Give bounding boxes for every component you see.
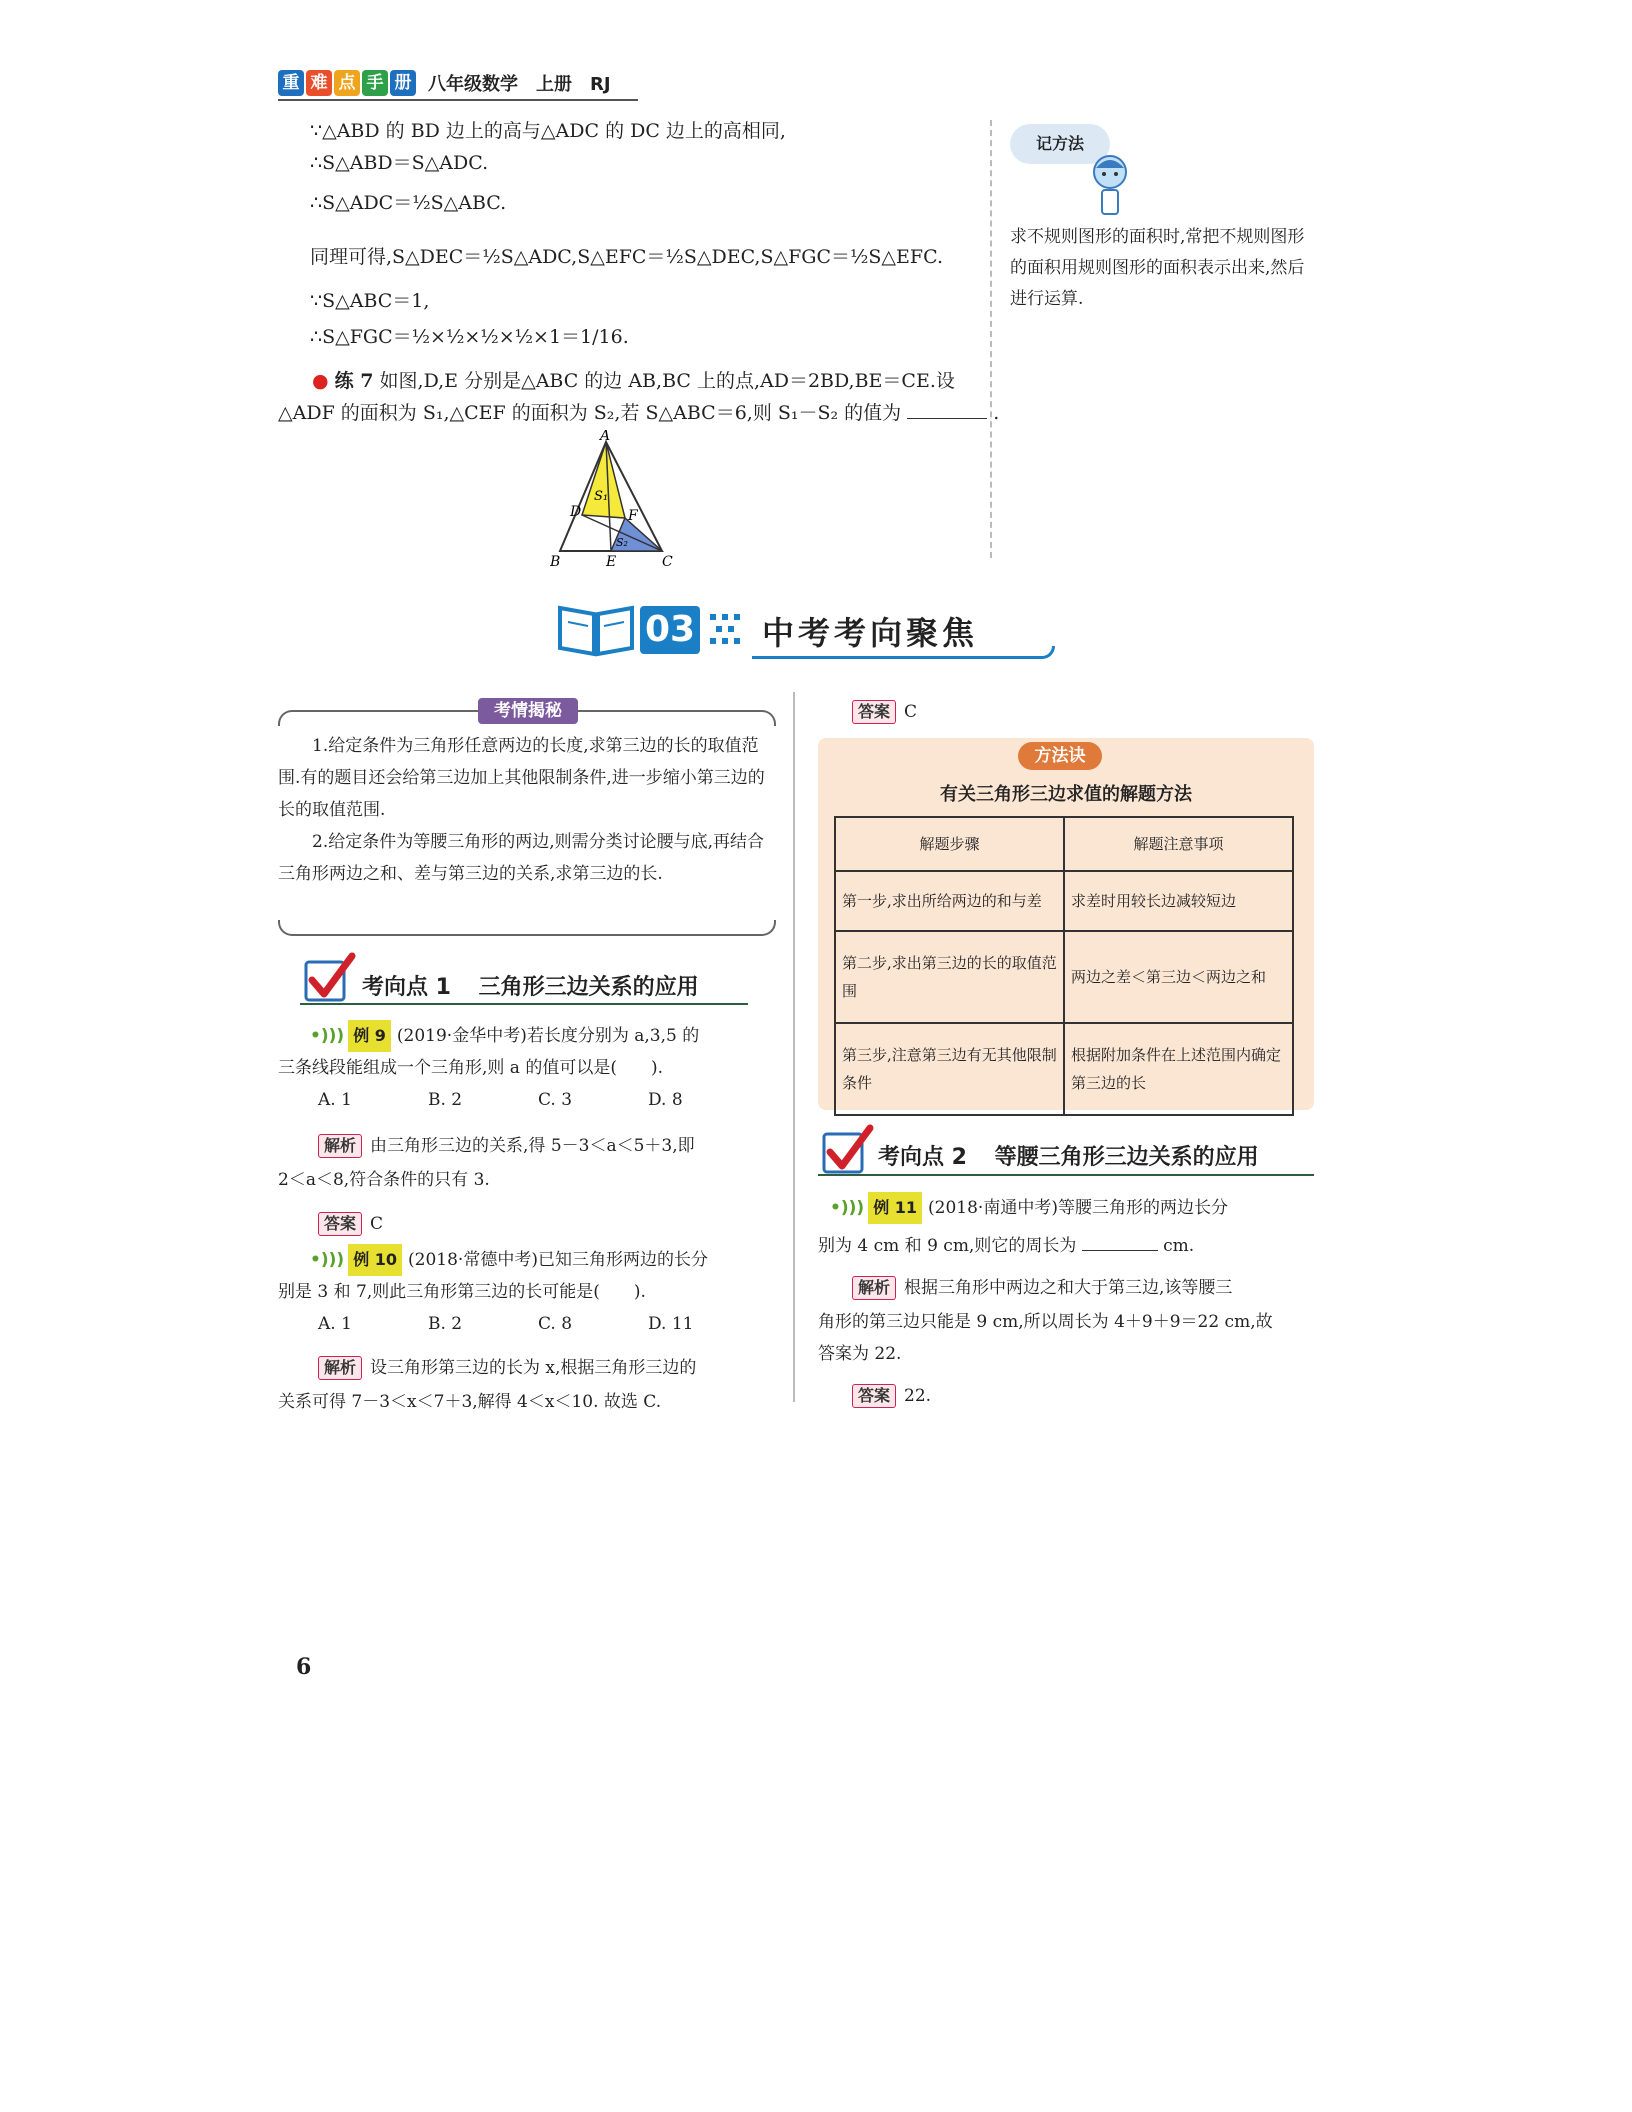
- ex11-q2a: 别为 4 cm 和 9 cm,则它的周长为: [818, 1236, 1077, 1256]
- brand-char: 难: [306, 70, 332, 96]
- answer-blank: [1082, 1232, 1158, 1251]
- practice-text-1: 如图,D,E 分别是△ABC 的边 AB,BC 上的点,AD＝2BD,BE＝CE.设: [379, 370, 955, 392]
- option-b: B. 2: [428, 1090, 463, 1110]
- page-number: 6: [296, 1654, 312, 1680]
- ex10-answer: [852, 696, 917, 728]
- exam-insight-p1: 1.给定条件为三角形任意两边的长度,求第三边的长的取值范围.有的题目还会给第三边加上其他限制条件,进一步缩小第三边的长的取值范围.: [278, 736, 765, 820]
- student-cartoon-icon: [1088, 150, 1132, 220]
- brand-char: 册: [390, 70, 416, 96]
- exam-insight-p2: 2.给定条件为等腰三角形的两边,则需分类讨论腰与底,再结合三角形两边之和、差与第三边的关系,求第三边的长.: [278, 832, 765, 884]
- method-tag: 方法诀: [1018, 742, 1102, 770]
- region-s1: [582, 442, 625, 518]
- proof-line: 同理可得,S△DEC＝½S△ADC,S△EFC＝½S△DEC,S△FGC＝½S△EFC.: [310, 246, 943, 268]
- practice-text-2: △ADF 的面积为 S₁,△CEF 的面积为 S₂,若 S△ABC＝6,则 S₁－S₂ 的值为: [278, 402, 902, 424]
- kp2-heading: [878, 1140, 1259, 1171]
- ex10-a2: 关系可得 7－3＜x＜7＋3,解得 4＜x＜10. 故选 C.: [278, 1392, 662, 1412]
- triangle-figure: [550, 430, 710, 570]
- tip-text: 求不规则图形的面积时,常把不规则图形的面积用规则图形的面积表示出来,然后进行运算.: [1010, 227, 1305, 309]
- proof-line: ∵S△ABC＝1,: [310, 290, 430, 312]
- label-e: E: [606, 554, 617, 570]
- book-subtitle: 八年级数学 上册 RJ: [428, 74, 611, 95]
- ex10-a1: 设三角形第三边的长为 x,根据三角形三边的: [370, 1358, 697, 1378]
- table-cell: 第二步,求出第三边的长的取值范围: [835, 931, 1064, 1023]
- ex11-q2b: cm.: [1163, 1236, 1195, 1256]
- section-title: 中考考向聚焦: [762, 614, 979, 652]
- answer-tag: 答案: [852, 1384, 896, 1408]
- ex9-q1: (2019·金华中考)若长度分别为 a,3,5 的: [396, 1026, 700, 1046]
- exam-insight-box: [278, 701, 772, 940]
- section-banner: [556, 602, 1056, 658]
- kp1-label: 考向点 1: [362, 975, 451, 1000]
- ex11-q2: [818, 1230, 1194, 1262]
- ex11-label: 例 11: [868, 1192, 922, 1224]
- label-a: A: [600, 430, 611, 444]
- answer-blank: [907, 400, 987, 419]
- title-underline: [752, 646, 1055, 659]
- proof-line: ∴S△ABD＝S△ADC.: [310, 152, 489, 174]
- brand-char: 手: [362, 70, 388, 96]
- box-bottom-frame: [278, 920, 776, 936]
- ex9-question: [310, 1020, 699, 1052]
- brand-char: 重: [278, 70, 304, 96]
- practice-label: 练 7: [334, 370, 374, 392]
- table-row: [835, 931, 1293, 1023]
- proof-line: ∵△ABD 的 BD 边上的高与△ADC 的 DC 边上的高相同,: [310, 120, 786, 142]
- answer-tag: 答案: [318, 1212, 362, 1236]
- table-header: 解题注意事项: [1064, 817, 1293, 871]
- ex11-question: [830, 1192, 1228, 1224]
- sound-wave-icon: •))): [310, 1026, 345, 1046]
- ex11-answer: [852, 1380, 931, 1412]
- table-header: 解题步骤: [835, 817, 1064, 871]
- ex11-a1: 根据三角形中两边之和大于第三边,该等腰三: [904, 1278, 1233, 1298]
- ex11-answer-value: 22.: [904, 1386, 932, 1406]
- exam-insight-title: 考情揭秘: [478, 698, 578, 724]
- option-c: C. 3: [538, 1090, 573, 1110]
- label-d: D: [570, 504, 582, 520]
- ex9-a2: 2＜a＜8,符合条件的只有 3.: [278, 1170, 490, 1190]
- table-cell: 求差时用较长边减较短边: [1064, 871, 1293, 931]
- tip-bubble: 记方法: [1010, 124, 1110, 164]
- ex11-analysis: [852, 1272, 1232, 1304]
- option-d: D. 8: [648, 1090, 683, 1110]
- kp1-heading: [362, 970, 699, 1001]
- dots-icon: [708, 612, 744, 652]
- header-rule: [278, 99, 638, 101]
- method-title: 有关三角形三边求值的解题方法: [940, 784, 1192, 805]
- pin-icon: ●: [312, 370, 329, 392]
- table-row: [835, 871, 1293, 931]
- label-b: B: [550, 554, 561, 570]
- sound-wave-icon: •))): [830, 1198, 865, 1218]
- practice-question: [312, 368, 955, 394]
- option-c: C. 8: [538, 1314, 573, 1334]
- analysis-tag: 解析: [318, 1356, 362, 1380]
- table-cell: 根据附加条件在上述范围内确定第三边的长: [1064, 1023, 1293, 1115]
- ex9-answer-value: C: [370, 1214, 384, 1234]
- sidebar-divider: [990, 120, 992, 558]
- method-table: [834, 816, 1294, 1116]
- table-header-row: [835, 817, 1293, 871]
- proof-line: ∴S△FGC＝½×½×½×½×1＝1/16.: [310, 326, 629, 348]
- checkmark-icon: [818, 1124, 878, 1180]
- label-s1: S₁: [594, 489, 609, 504]
- proof-line: ∴S△ADC＝½S△ABC.: [310, 192, 507, 214]
- option-a: A. 1: [318, 1314, 352, 1334]
- label-s2: S₂: [616, 536, 628, 549]
- ex11-a2: 角形的第三边只能是 9 cm,所以周长为 4＋9＋9＝22 cm,故: [818, 1312, 1273, 1332]
- ex10-options: [318, 1314, 758, 1334]
- analysis-tag: 解析: [318, 1134, 362, 1158]
- column-divider: [793, 692, 795, 1402]
- ex9-options: [318, 1090, 758, 1110]
- option-d: D. 11: [648, 1314, 694, 1334]
- option-a: A. 1: [318, 1090, 352, 1110]
- kp2-title: 等腰三角形三边关系的应用: [994, 1145, 1259, 1170]
- table-cell: 第三步,注意第三边有无其他限制条件: [835, 1023, 1064, 1115]
- ex10-question: [310, 1244, 708, 1276]
- method-box: [818, 738, 1314, 1110]
- book-brand: [278, 70, 611, 96]
- kp2-label: 考向点 2: [878, 1145, 967, 1170]
- kp1-title: 三角形三边关系的应用: [478, 975, 699, 1000]
- label-f: F: [628, 508, 638, 524]
- ex11-a3: 答案为 22.: [818, 1344, 902, 1364]
- table-cell: 两边之差＜第三边＜两边之和: [1064, 931, 1293, 1023]
- ex10-label: 例 10: [348, 1244, 402, 1276]
- analysis-tag: 解析: [852, 1276, 896, 1300]
- ex9-answer: [318, 1208, 383, 1240]
- sound-wave-icon: •))): [310, 1250, 345, 1270]
- checkmark-icon: [300, 952, 360, 1008]
- practice-question-2: [278, 400, 999, 426]
- brand-char: 点: [334, 70, 360, 96]
- label-c: C: [662, 554, 673, 570]
- ex9-q2: 三条线段能组成一个三角形,则 a 的值可以是( ).: [278, 1058, 664, 1078]
- table-row: [835, 1023, 1293, 1115]
- ex9-label: 例 9: [348, 1020, 391, 1052]
- option-b: B. 2: [428, 1314, 463, 1334]
- kp1-rule: [300, 1003, 748, 1005]
- ex10-answer-value: C: [904, 702, 918, 722]
- ex10-q2: 别是 3 和 7,则此三角形第三边的长可能是( ).: [278, 1282, 646, 1302]
- answer-tag: 答案: [852, 700, 896, 724]
- ex11-q1: (2018·南通中考)等腰三角形的两边长分: [928, 1198, 1228, 1218]
- open-book-icon: [556, 602, 636, 658]
- ex9-a1: 由三角形三边的关系,得 5－3＜a＜5＋3,即: [370, 1136, 695, 1156]
- table-cell: 第一步,求出所给两边的和与差: [835, 871, 1064, 931]
- ex10-q1: (2018·常德中考)已知三角形两边的长分: [408, 1250, 708, 1270]
- kp2-rule: [818, 1174, 1314, 1176]
- ex9-analysis: [318, 1130, 695, 1162]
- section-number: 03: [640, 606, 700, 654]
- ex10-analysis: [318, 1352, 696, 1384]
- practice-text-end: .: [993, 402, 1000, 424]
